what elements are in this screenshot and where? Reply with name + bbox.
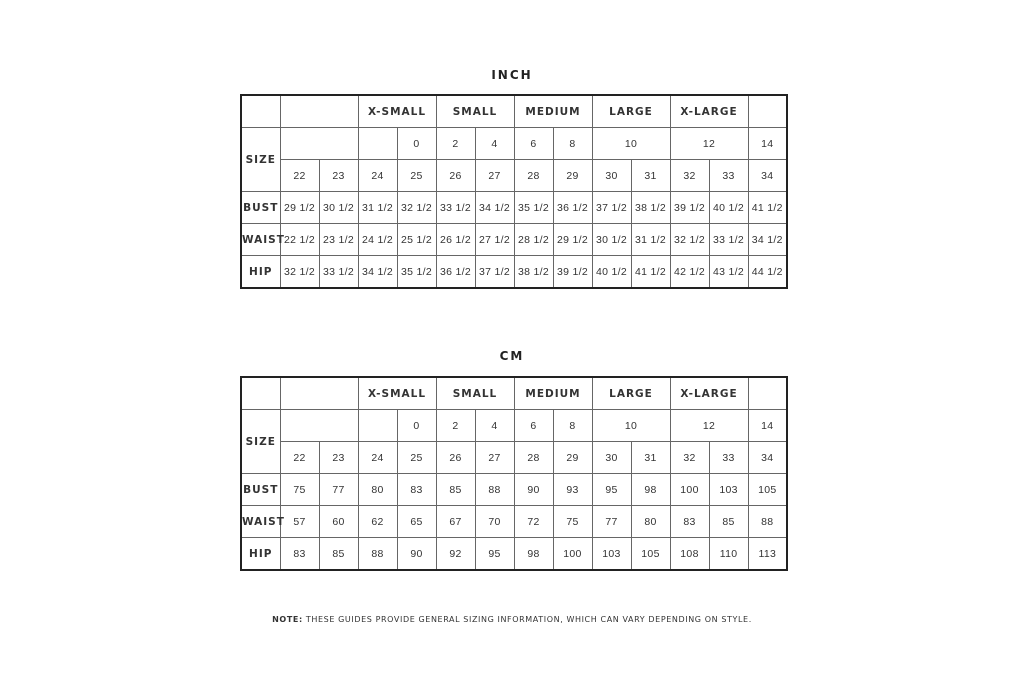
measurement-cell: 37 1/2 bbox=[592, 192, 631, 224]
inch-section-title: INCH bbox=[491, 68, 533, 82]
size-group-row bbox=[241, 95, 787, 128]
measurement-cell: 31 1/2 bbox=[358, 192, 397, 224]
us-size-cell: 6 bbox=[514, 128, 553, 160]
measurement-cell: 98 bbox=[514, 538, 553, 571]
measurement-cell: 95 bbox=[592, 474, 631, 506]
measurement-row-waist bbox=[241, 224, 787, 256]
measurement-cell: 32 1/2 bbox=[397, 192, 436, 224]
measurement-label: BUST bbox=[241, 192, 280, 224]
measurement-cell: 22 1/2 bbox=[280, 224, 319, 256]
measurement-label: BUST bbox=[241, 474, 280, 506]
measurement-cell: 65 bbox=[397, 506, 436, 538]
waist-size-cell: 28 bbox=[514, 160, 553, 192]
waist-size-cell: 29 bbox=[553, 442, 592, 474]
waist-size-row bbox=[241, 442, 787, 474]
measurement-cell: 29 1/2 bbox=[280, 192, 319, 224]
measurement-cell: 77 bbox=[319, 474, 358, 506]
waist-size-cell: 22 bbox=[280, 442, 319, 474]
measurement-cell: 38 1/2 bbox=[631, 192, 670, 224]
waist-size-cell: 25 bbox=[397, 160, 436, 192]
inch-size-table bbox=[240, 94, 788, 289]
us-size-cell: 6 bbox=[514, 410, 553, 442]
measurement-cell: 100 bbox=[670, 474, 709, 506]
measurement-cell: 83 bbox=[397, 474, 436, 506]
measurement-cell: 85 bbox=[319, 538, 358, 571]
measurement-row-bust bbox=[241, 474, 787, 506]
measurement-cell: 42 1/2 bbox=[670, 256, 709, 289]
measurement-cell: 39 1/2 bbox=[553, 256, 592, 289]
us-size-cell: 14 bbox=[748, 128, 787, 160]
measurement-cell: 88 bbox=[475, 474, 514, 506]
measurement-cell: 88 bbox=[358, 538, 397, 571]
measurement-cell: 103 bbox=[592, 538, 631, 571]
waist-size-cell: 31 bbox=[631, 442, 670, 474]
waist-size-cell: 26 bbox=[436, 442, 475, 474]
us-size-cell: 0 bbox=[397, 128, 436, 160]
measurement-row-hip bbox=[241, 538, 787, 571]
waist-size-cell: 32 bbox=[670, 160, 709, 192]
cm-size-table bbox=[240, 376, 788, 571]
note-label: NOTE: bbox=[272, 615, 303, 624]
measurement-cell: 32 1/2 bbox=[280, 256, 319, 289]
measurement-cell: 28 1/2 bbox=[514, 224, 553, 256]
size-row-label: SIZE bbox=[241, 128, 280, 192]
measurement-cell: 88 bbox=[748, 506, 787, 538]
measurement-row-waist bbox=[241, 506, 787, 538]
measurement-cell: 35 1/2 bbox=[514, 192, 553, 224]
measurement-cell: 100 bbox=[553, 538, 592, 571]
measurement-cell: 33 1/2 bbox=[709, 224, 748, 256]
measurement-cell: 40 1/2 bbox=[592, 256, 631, 289]
measurement-cell: 33 1/2 bbox=[319, 256, 358, 289]
us-size-cell: 4 bbox=[475, 410, 514, 442]
waist-size-cell: 23 bbox=[319, 160, 358, 192]
us-size-row bbox=[241, 128, 787, 160]
measurement-cell: 62 bbox=[358, 506, 397, 538]
size-group-header: SMALL bbox=[436, 95, 514, 128]
measurement-cell: 60 bbox=[319, 506, 358, 538]
waist-size-cell: 27 bbox=[475, 442, 514, 474]
measurement-cell: 38 1/2 bbox=[514, 256, 553, 289]
size-group-header: LARGE bbox=[592, 377, 670, 410]
measurement-cell: 30 1/2 bbox=[592, 224, 631, 256]
waist-size-cell: 23 bbox=[319, 442, 358, 474]
measurement-cell: 23 1/2 bbox=[319, 224, 358, 256]
us-size-cell: 4 bbox=[475, 128, 514, 160]
measurement-cell: 25 1/2 bbox=[397, 224, 436, 256]
measurement-cell: 95 bbox=[475, 538, 514, 571]
measurement-cell: 34 1/2 bbox=[358, 256, 397, 289]
measurement-cell: 80 bbox=[631, 506, 670, 538]
measurement-cell: 27 1/2 bbox=[475, 224, 514, 256]
sizing-note bbox=[0, 615, 1024, 624]
cm-section-title: CM bbox=[499, 349, 525, 363]
size-group-header: MEDIUM bbox=[514, 95, 592, 128]
size-group-header: X-SMALL bbox=[358, 377, 436, 410]
measurement-cell: 41 1/2 bbox=[748, 192, 787, 224]
waist-size-cell: 29 bbox=[553, 160, 592, 192]
measurement-label: HIP bbox=[241, 538, 280, 571]
measurement-cell: 26 1/2 bbox=[436, 224, 475, 256]
measurement-cell: 90 bbox=[397, 538, 436, 571]
note-text: THESE GUIDES PROVIDE GENERAL SIZING INFORMATION, WHICH CAN VARY DEPENDING ON STYLE. bbox=[302, 615, 752, 624]
measurement-cell: 90 bbox=[514, 474, 553, 506]
waist-size-cell: 28 bbox=[514, 442, 553, 474]
size-group-header: X-LARGE bbox=[670, 95, 748, 128]
size-group-header: LARGE bbox=[592, 95, 670, 128]
measurement-cell: 93 bbox=[553, 474, 592, 506]
waist-size-row bbox=[241, 160, 787, 192]
us-size-cell: 10 bbox=[592, 128, 670, 160]
waist-size-cell: 31 bbox=[631, 160, 670, 192]
measurement-cell: 113 bbox=[748, 538, 787, 571]
waist-size-cell: 24 bbox=[358, 160, 397, 192]
us-size-cell: 2 bbox=[436, 128, 475, 160]
size-group-row bbox=[241, 377, 787, 410]
waist-size-cell: 34 bbox=[748, 442, 787, 474]
measurement-cell: 105 bbox=[748, 474, 787, 506]
measurement-cell: 72 bbox=[514, 506, 553, 538]
us-size-cell: 14 bbox=[748, 410, 787, 442]
waist-size-cell: 30 bbox=[592, 442, 631, 474]
measurement-cell: 67 bbox=[436, 506, 475, 538]
measurement-cell: 70 bbox=[475, 506, 514, 538]
waist-size-cell: 30 bbox=[592, 160, 631, 192]
waist-size-cell: 33 bbox=[709, 442, 748, 474]
measurement-cell: 41 1/2 bbox=[631, 256, 670, 289]
measurement-cell: 37 1/2 bbox=[475, 256, 514, 289]
us-size-cell: 0 bbox=[397, 410, 436, 442]
waist-size-cell: 22 bbox=[280, 160, 319, 192]
measurement-cell: 34 1/2 bbox=[475, 192, 514, 224]
measurement-row-bust bbox=[241, 192, 787, 224]
measurement-cell: 75 bbox=[553, 506, 592, 538]
measurement-cell: 30 1/2 bbox=[319, 192, 358, 224]
size-group-header: X-SMALL bbox=[358, 95, 436, 128]
waist-size-cell: 32 bbox=[670, 442, 709, 474]
us-size-cell: 12 bbox=[670, 410, 748, 442]
measurement-cell: 32 1/2 bbox=[670, 224, 709, 256]
measurement-cell: 40 1/2 bbox=[709, 192, 748, 224]
waist-size-cell: 25 bbox=[397, 442, 436, 474]
waist-size-cell: 24 bbox=[358, 442, 397, 474]
measurement-cell: 24 1/2 bbox=[358, 224, 397, 256]
waist-size-cell: 33 bbox=[709, 160, 748, 192]
size-group-header: SMALL bbox=[436, 377, 514, 410]
measurement-cell: 83 bbox=[670, 506, 709, 538]
size-group-header: MEDIUM bbox=[514, 377, 592, 410]
measurement-cell: 29 1/2 bbox=[553, 224, 592, 256]
us-size-cell: 8 bbox=[553, 410, 592, 442]
measurement-cell: 110 bbox=[709, 538, 748, 571]
size-row-label: SIZE bbox=[241, 410, 280, 474]
measurement-cell: 105 bbox=[631, 538, 670, 571]
measurement-cell: 57 bbox=[280, 506, 319, 538]
us-size-cell: 12 bbox=[670, 128, 748, 160]
measurement-row-hip bbox=[241, 256, 787, 289]
measurement-cell: 39 1/2 bbox=[670, 192, 709, 224]
size-group-header: X-LARGE bbox=[670, 377, 748, 410]
waist-size-cell: 26 bbox=[436, 160, 475, 192]
measurement-cell: 92 bbox=[436, 538, 475, 571]
us-size-row bbox=[241, 410, 787, 442]
measurement-cell: 75 bbox=[280, 474, 319, 506]
measurement-label: HIP bbox=[241, 256, 280, 289]
measurement-label: WAIST bbox=[241, 224, 280, 256]
us-size-cell: 2 bbox=[436, 410, 475, 442]
waist-size-cell: 27 bbox=[475, 160, 514, 192]
measurement-cell: 77 bbox=[592, 506, 631, 538]
measurement-cell: 34 1/2 bbox=[748, 224, 787, 256]
measurement-cell: 31 1/2 bbox=[631, 224, 670, 256]
measurement-cell: 36 1/2 bbox=[436, 256, 475, 289]
measurement-cell: 85 bbox=[436, 474, 475, 506]
us-size-cell: 10 bbox=[592, 410, 670, 442]
measurement-cell: 103 bbox=[709, 474, 748, 506]
measurement-cell: 43 1/2 bbox=[709, 256, 748, 289]
measurement-cell: 83 bbox=[280, 538, 319, 571]
measurement-cell: 44 1/2 bbox=[748, 256, 787, 289]
measurement-cell: 108 bbox=[670, 538, 709, 571]
waist-size-cell: 34 bbox=[748, 160, 787, 192]
measurement-label: WAIST bbox=[241, 506, 280, 538]
measurement-cell: 98 bbox=[631, 474, 670, 506]
measurement-cell: 80 bbox=[358, 474, 397, 506]
measurement-cell: 36 1/2 bbox=[553, 192, 592, 224]
us-size-cell: 8 bbox=[553, 128, 592, 160]
measurement-cell: 85 bbox=[709, 506, 748, 538]
measurement-cell: 35 1/2 bbox=[397, 256, 436, 289]
measurement-cell: 33 1/2 bbox=[436, 192, 475, 224]
